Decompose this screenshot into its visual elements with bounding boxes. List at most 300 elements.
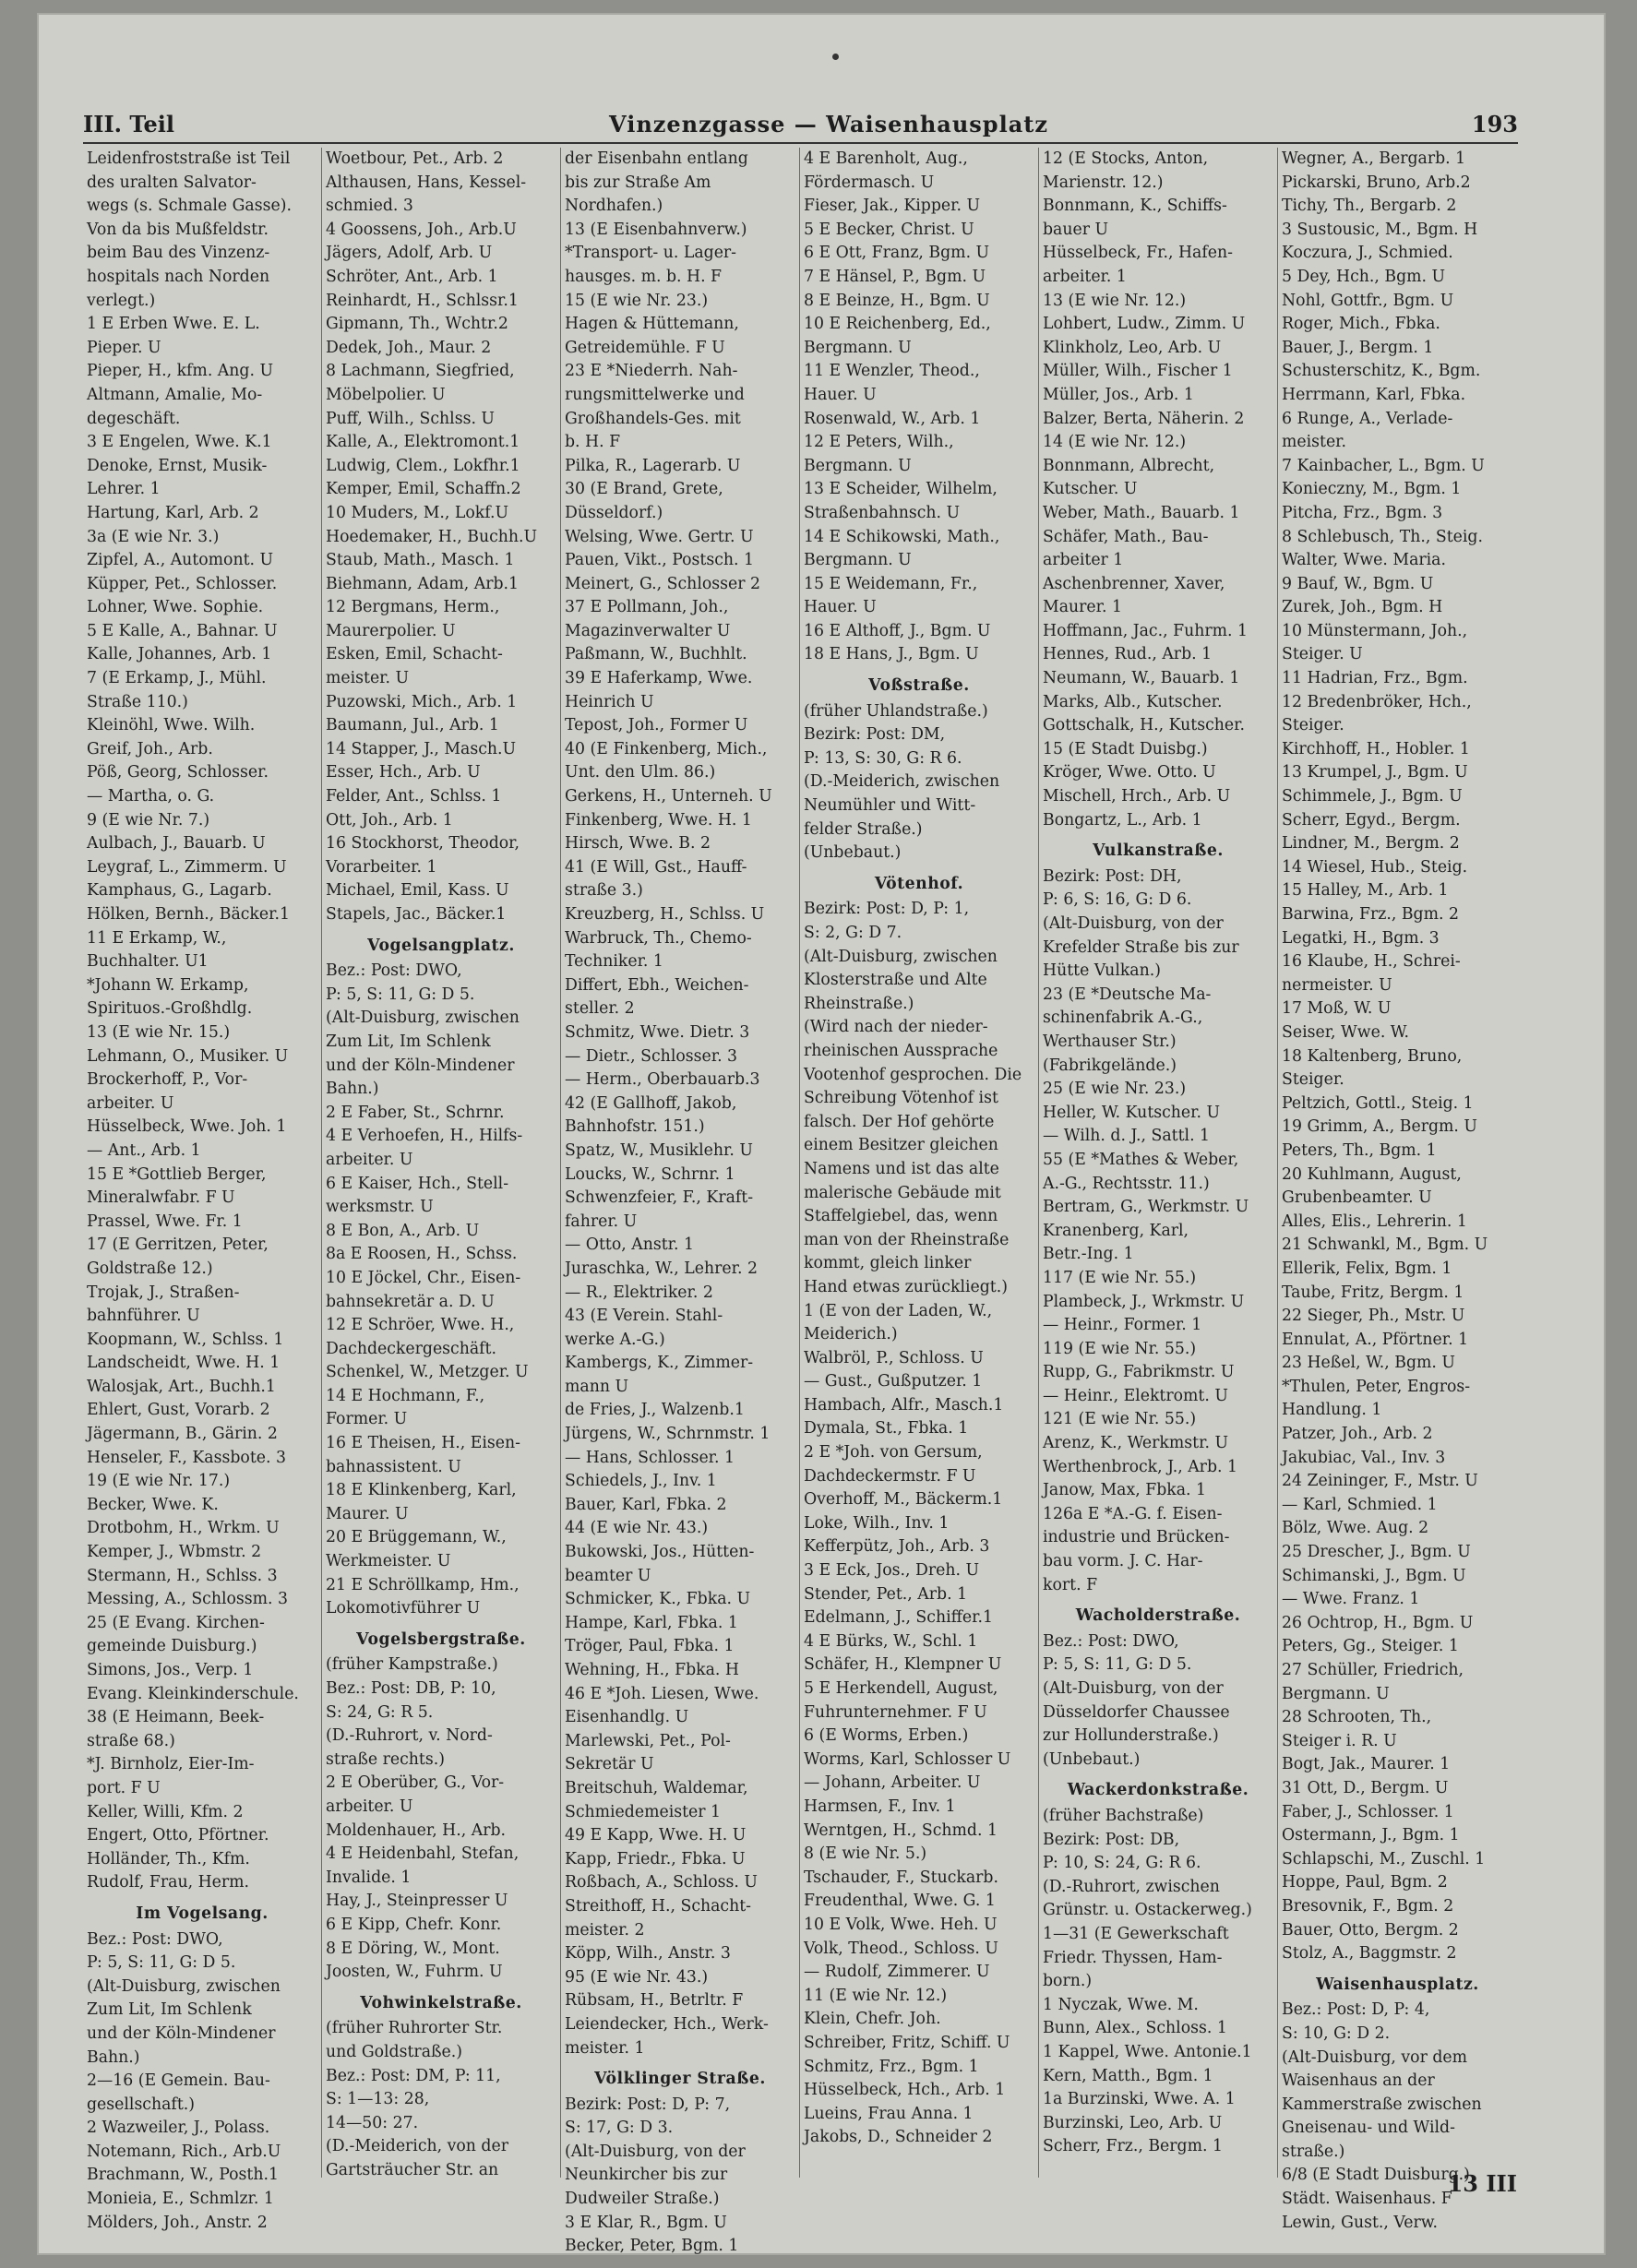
- entry-line: Bertram, G., Werkmstr. U: [1043, 1198, 1249, 1217]
- entry-line: 1a Burzinski, Wwe. A. 1: [1043, 2090, 1236, 2109]
- entry-line: Fieser, Jak., Kipper. U: [804, 197, 981, 216]
- entry-line: Pieper, H., kfm. Ang. U: [87, 362, 274, 381]
- entry-line: arbeiter. U: [326, 1796, 413, 1816]
- entry-line: (früher Bachstraße): [1043, 1806, 1204, 1825]
- entry-line: Legatki, H., Bgm. 3: [1282, 928, 1440, 948]
- entry-line: (Alt-Duisburg, zwischen: [804, 947, 998, 966]
- entry-line: Faber, J., Schlosser. 1: [1282, 1802, 1454, 1821]
- entry-line: (Alt-Duisburg, zwischen: [326, 1009, 520, 1028]
- entry-line: Stermann, H., Schlss. 3: [87, 1566, 278, 1585]
- entry-line: Kalle, Johannes, Arb. 1: [87, 645, 272, 664]
- entry-line: Hoppe, Paul, Bgm. 2: [1282, 1873, 1448, 1892]
- entry-line: Hoedemaker, H., Buchh.U: [326, 527, 538, 546]
- entry-line: Marks, Alb., Kutscher.: [1043, 692, 1223, 711]
- entry-line: straße 68.): [87, 1731, 175, 1750]
- entry-line: Balzer, Berta, Näherin. 2: [1043, 409, 1245, 428]
- entry-line: hospitals nach Norden: [87, 267, 270, 286]
- entry-line: (Fabrikgelände.): [1043, 1056, 1177, 1075]
- entry-line: Friedr. Thyssen, Ham-: [1043, 1948, 1223, 1967]
- entry-line: Schenkel, W., Metzger. U: [326, 1363, 529, 1382]
- signature-mark: 13 III: [1447, 2170, 1517, 2197]
- entry-line: Bölz, Wwe. Aug. 2: [1282, 1519, 1429, 1538]
- entry-line: 23 Heßel, W., Bgm. U: [1282, 1354, 1455, 1373]
- entry-line: Schmicker, K., Fbka. U: [565, 1590, 751, 1609]
- entry-line: Breitschuh, Waldemar,: [565, 1778, 748, 1797]
- entry-line: Schmiedemeister 1: [565, 1802, 722, 1821]
- entry-line: schinenfabrik A.-G.,: [1043, 1009, 1203, 1028]
- street-heading: Vogelsangplatz.: [367, 936, 515, 955]
- entry-line: Rheinstraße.): [804, 994, 914, 1013]
- entry-line: Bergmann. U: [1282, 1684, 1390, 1703]
- entry-line: Koopmann, W., Schlss. 1: [87, 1330, 284, 1349]
- entry-line: Prassel, Wwe. Fr. 1: [87, 1212, 243, 1231]
- entry-line: Werthauser Str.): [1043, 1032, 1177, 1051]
- entry-line: Bez.: Post: D, P: 4,: [1282, 2000, 1430, 2020]
- entry-line: Schwenzfeier, F., Kraft-: [565, 1188, 754, 1208]
- entry-line: 13 Krumpel, J., Bgm. U: [1282, 763, 1468, 782]
- entry-line: Brachmann, W., Posth.1: [87, 2166, 279, 2185]
- entry-line: Arenz, K., Werkmstr. U: [1043, 1434, 1229, 1453]
- entry-line: (Alt-Duisburg, von der: [1043, 1679, 1224, 1698]
- section-label: III. Teil: [83, 111, 174, 137]
- entry-line: Schäfer, H., Klempner U: [804, 1655, 1002, 1675]
- entry-line: Denoke, Ernst, Musik-: [87, 456, 268, 475]
- entry-line: Hoffmann, Jac., Fuhrm. 1: [1043, 621, 1248, 640]
- entry-line: Altmann, Amalie, Mo-: [87, 385, 263, 404]
- entry-line: Invalide. 1: [326, 1868, 412, 1887]
- entry-line: Sekretär U: [565, 1755, 654, 1774]
- entry-line: Bezirk: Post: DM,: [804, 725, 946, 745]
- entry-line: Grünstr. u. Ostackerweg.): [1043, 1901, 1252, 1920]
- entry-line: Juraschka, W., Lehrer. 2: [565, 1259, 758, 1278]
- entry-line: 9 Bauf, W., Bgm. U: [1282, 574, 1434, 593]
- entry-line: 14 Wiesel, Hub., Steig.: [1282, 857, 1468, 877]
- entry-line: und der Köln-Mindener: [87, 2023, 276, 2043]
- entry-line: Baumann, Jul., Arb. 1: [326, 716, 499, 735]
- entry-line: 4 E Heidenbahl, Stefan,: [326, 1844, 520, 1864]
- entry-line: Gartsträucher Str. an: [326, 2160, 499, 2179]
- entry-line: (früher Kampstraße.): [326, 1655, 498, 1675]
- entry-line: 4 E Bürks, W., Schl. 1: [804, 1631, 978, 1651]
- entry-line: Klein, Chefr. Joh.: [804, 2010, 941, 2029]
- entry-line: Landscheidt, Wwe. H. 1: [87, 1354, 281, 1373]
- street-heading: Im Vogelsang.: [136, 1904, 269, 1923]
- entry-line: Monieia, E., Schmlzr. 1: [87, 2190, 274, 2209]
- entry-line: bau vorm. J. C. Har-: [1043, 1552, 1203, 1571]
- directory-column: [322, 148, 561, 2178]
- entry-line: Küpper, Pet., Schlosser.: [87, 574, 278, 593]
- entry-line: Bez.: Post: DWO,: [326, 961, 462, 981]
- entry-line: 24 Zeininger, F., Mstr. U: [1282, 1472, 1478, 1491]
- entry-line: Schiedels, J., Inv. 1: [565, 1472, 717, 1491]
- entry-line: Wegner, A., Bergarb. 1: [1282, 149, 1466, 168]
- entry-line: Loke, Wilh., Inv. 1: [804, 1513, 950, 1533]
- entry-line: Zum Lit, Im Schlenk: [87, 2000, 252, 2020]
- entry-line: Pickarski, Bruno, Arb.2: [1282, 173, 1471, 192]
- entry-line: Rupp, G., Fabrikmstr. U: [1043, 1363, 1235, 1382]
- entry-line: Werthenbrock, J., Arb. 1: [1043, 1457, 1237, 1476]
- entry-line: Mischell, Hrch., Arb. U: [1043, 787, 1231, 806]
- entry-line: 27 Schüller, Friedrich,: [1282, 1661, 1464, 1679]
- entry-line: Simons, Jos., Verp. 1: [87, 1661, 254, 1679]
- entry-line: — Rudolf, Zimmerer. U: [804, 1963, 990, 1982]
- entry-line: 5 E Herkendell, August,: [804, 1679, 998, 1698]
- entry-line: Spatz, W., Musiklehr. U: [565, 1140, 753, 1160]
- entry-line: beim Bau des Vinzenz-: [87, 244, 270, 263]
- entry-line: 18 Kaltenberg, Bruno,: [1282, 1046, 1463, 1066]
- entry-line: gesellschaft.): [87, 2095, 195, 2114]
- entry-line: wegs (s. Schmale Gasse).: [87, 197, 292, 216]
- entry-line: — Heinr., Elektromt. U: [1043, 1386, 1228, 1405]
- entry-line: 14 (E wie Nr. 12.): [1043, 433, 1187, 452]
- entry-line: 42 (E Gallhoff, Jakob,: [565, 1093, 737, 1113]
- entry-line: Bukowski, Jos., Hütten-: [565, 1543, 755, 1562]
- entry-line: port. F U: [87, 1778, 161, 1797]
- entry-line: Engert, Otto, Pförtner.: [87, 1826, 269, 1845]
- entry-line: Bez.: Post: DB, P: 10,: [326, 1679, 496, 1698]
- entry-line: Nohl, Gottfr., Bgm. U: [1282, 291, 1454, 310]
- entry-line: 13 (E wie Nr. 12.): [1043, 291, 1187, 310]
- entry-line: Maurerpolier. U: [326, 621, 456, 640]
- entry-line: Wehning, H., Fbka. H: [565, 1661, 739, 1679]
- entry-line: Steiger i. R. U: [1282, 1731, 1397, 1750]
- entry-line: 37 E Pollmann, Joh.,: [565, 598, 729, 617]
- entry-line: Pauen, Vikt., Postsch. 1: [565, 551, 755, 570]
- entry-line: Kreuzberg, H., Schlss. U: [565, 905, 765, 924]
- entry-line: Städt. Waisenhaus. F: [1282, 2190, 1452, 2209]
- entry-line: Kranenberg, Karl,: [1043, 1221, 1189, 1240]
- entry-line: 15 (E Stadt Duisbg.): [1043, 739, 1208, 758]
- entry-line: malerische Gebäude mit: [804, 1183, 1001, 1202]
- entry-line: falsch. Der Hof gehörte: [804, 1112, 995, 1131]
- entry-line: *Johann W. Erkamp,: [87, 975, 249, 995]
- entry-line: 12 E Peters, Wilh.,: [804, 433, 954, 452]
- entry-line: Koczura, J., Schmied.: [1282, 244, 1453, 263]
- entry-line: Großhandels-Ges. mit: [565, 409, 741, 428]
- entry-line: 7 (E Erkamp, J., Mühl.: [87, 669, 267, 688]
- entry-line: P: 13, S: 30, G: R 6.: [804, 748, 962, 768]
- entry-line: Hüsselbeck, Wwe. Joh. 1: [87, 1117, 287, 1137]
- entry-line: Schröter, Ant., Arb. 1: [326, 267, 498, 286]
- entry-line: 1 (E von der Laden, W.,: [804, 1301, 993, 1320]
- entry-line: 41 (E Will, Gst., Hauff-: [565, 857, 747, 877]
- directory-column: [83, 148, 322, 2232]
- entry-line: 39 E Haferkamp, Wwe.: [565, 669, 753, 688]
- entry-line: Walosjak, Art., Buchh.1: [87, 1377, 276, 1396]
- entry-line: — Otto, Anstr. 1: [565, 1235, 694, 1255]
- entry-line: Roger, Mich., Fbka.: [1282, 315, 1440, 334]
- entry-line: 19 Grimm, A., Bergm. U: [1282, 1117, 1477, 1137]
- entry-line: Werntgen, H., Schmd. 1: [804, 1820, 998, 1840]
- entry-line: (früher Uhlandstraße.): [804, 701, 988, 721]
- entry-line: 11 Hadrian, Frz., Bgm.: [1282, 669, 1468, 688]
- entry-line: Paßmann, W., Buchhlt.: [565, 645, 747, 664]
- entry-line: 1 Nyczak, Wwe. M.: [1043, 1995, 1199, 2014]
- entry-line: Stapels, Jac., Bäcker.1: [326, 905, 507, 924]
- entry-line: Müller, Wilh., Fischer 1: [1043, 362, 1233, 381]
- entry-line: (Alt-Duisburg, von der: [565, 2142, 746, 2161]
- entry-line: Reinhardt, H., Schlssr.1: [326, 291, 519, 310]
- entry-line: 46 E *Joh. Liesen, Wwe.: [565, 1684, 759, 1703]
- entry-line: der Eisenbahn entlang: [565, 149, 748, 168]
- entry-line: — Johann, Arbeiter. U: [804, 1773, 981, 1793]
- entry-line: Esken, Emil, Schacht-: [326, 645, 503, 664]
- entry-line: Klinkholz, Leo, Arb. U: [1043, 338, 1222, 357]
- entry-line: 14—50: 27.: [326, 2113, 419, 2132]
- entry-line: Tepost, Joh., Former U: [565, 716, 748, 735]
- entry-line: — Hans, Schlosser. 1: [565, 1448, 735, 1467]
- entry-line: 25 Drescher, J., Bgm. U: [1282, 1543, 1471, 1562]
- entry-line: Kemper, Emil, Schaffn.2: [326, 480, 521, 499]
- entry-line: des uralten Salvator-: [87, 173, 257, 192]
- entry-line: 12 Bredenbröker, Hch.,: [1282, 692, 1472, 711]
- entry-line: bis zur Straße Am: [565, 173, 711, 192]
- entry-line: 14 Stapper, J., Masch.U: [326, 739, 517, 758]
- entry-line: Zum Lit, Im Schlenk: [326, 1032, 491, 1051]
- entry-line: 49 E Kapp, Wwe. H. U: [565, 1826, 747, 1845]
- entry-line: Peters, Gg., Steiger. 1: [1282, 1637, 1459, 1656]
- entry-line: 55 (E *Mathes & Weber,: [1043, 1150, 1239, 1169]
- entry-line: 21 E Schröllkamp, Hm.,: [326, 1575, 520, 1594]
- entry-line: Straßenbahnsch. U: [804, 503, 961, 522]
- entry-line: Neumühler und Witt-: [804, 796, 976, 816]
- entry-line: 31 Ott, D., Bergm. U: [1282, 1778, 1449, 1797]
- street-heading: Völklinger Straße.: [594, 2070, 766, 2089]
- entry-line: 3 E Engelen, Wwe. K.1: [87, 433, 272, 452]
- entry-line: Michael, Emil, Kass. U: [326, 881, 509, 901]
- entry-line: Staffelgiebel, das, wenn: [804, 1207, 998, 1226]
- entry-line: Bezirk: Post: DH,: [1043, 866, 1182, 886]
- entry-line: 10 E Jöckel, Chr., Eisen-: [326, 1268, 521, 1287]
- entry-line: industrie und Brücken-: [1043, 1528, 1230, 1547]
- entry-line: Ott, Joh., Arb. 1: [326, 810, 453, 830]
- entry-line: 30 (E Brand, Grete,: [565, 480, 723, 499]
- entry-line: straße rechts.): [326, 1749, 445, 1769]
- directory-column: [561, 148, 800, 2256]
- entry-line: Bez.: Post: DM, P: 11,: [326, 2066, 501, 2085]
- entry-line: Leiendecker, Hch., Werk-: [565, 2014, 769, 2034]
- entry-line: Kern, Matth., Bgm. 1: [1043, 2066, 1213, 2085]
- entry-line: Hauer. U: [804, 385, 877, 404]
- entry-line: (D.-Ruhrort, v. Nord-: [326, 1726, 493, 1746]
- entry-line: bahnsekretär a. D. U: [326, 1292, 495, 1311]
- entry-line: 18 E Klinkenberg, Karl,: [326, 1481, 517, 1500]
- entry-line: A.-G., Rechtsstr. 11.): [1043, 1174, 1210, 1193]
- entry-line: Bahn.): [87, 2047, 140, 2067]
- entry-line: Kirchhoff, H., Hobler. 1: [1282, 739, 1470, 758]
- entry-line: — Wwe. Franz. 1: [1282, 1590, 1420, 1609]
- entry-line: Scherr, Egyd., Bergm.: [1282, 810, 1461, 830]
- entry-line: bauer U: [1043, 220, 1109, 239]
- entry-line: Pöß, Georg, Schlosser.: [87, 763, 269, 782]
- entry-line: Schimmele, J., Bgm. U: [1282, 787, 1463, 806]
- entry-line: 28 Schrooten, Th.,: [1282, 1708, 1432, 1727]
- entry-line: Bahn.): [326, 1080, 379, 1099]
- entry-line: 8 E Beinze, H., Bgm. U: [804, 291, 990, 310]
- entry-line: 12 E Schröer, Wwe. H.,: [326, 1316, 515, 1335]
- entry-line: Düsseldorf.): [565, 503, 663, 522]
- entry-line: 5 Dey, Hch., Bgm. U: [1282, 267, 1446, 286]
- page-header: [83, 111, 1518, 144]
- entry-line: 4 E Barenholt, Aug.,: [804, 149, 968, 168]
- entry-line: Dedek, Joh., Maur. 2: [326, 338, 492, 357]
- entry-line: Woetbour, Pet., Arb. 2: [326, 149, 504, 168]
- entry-line: Tschauder, F., Stuckarb.: [804, 1868, 998, 1887]
- entry-line: Aschenbrenner, Xaver,: [1043, 574, 1225, 593]
- entry-line: Kröger, Wwe. Otto. U: [1043, 763, 1216, 782]
- entry-line: Streithoff, H., Schacht-: [565, 1896, 752, 1916]
- entry-line: kommt, gleich linker: [804, 1254, 972, 1273]
- entry-line: Werkmeister. U: [326, 1552, 451, 1571]
- entry-line: Heller, W. Kutscher. U: [1043, 1103, 1221, 1122]
- entry-line: 117 (E wie Nr. 55.): [1043, 1268, 1197, 1287]
- entry-line: Hölken, Bernh., Bäcker.1: [87, 905, 290, 924]
- entry-line: Tröger, Paul, Fbka. 1: [565, 1637, 735, 1656]
- entry-line: Hartung, Karl, Arb. 2: [87, 503, 259, 522]
- entry-line: 1 E Erben Wwe. E. L.: [87, 315, 260, 334]
- entry-line: Bogt, Jak., Maurer. 1: [1282, 1755, 1451, 1774]
- entry-line: 21 Schwankl, M., Bgm. U: [1282, 1235, 1488, 1255]
- entry-line: 126a E *A.-G. f. Eisen-: [1043, 1504, 1223, 1523]
- entry-line: Steiger.: [1282, 716, 1344, 735]
- entry-line: 4 E Verhoefen, H., Hilfs-: [326, 1127, 523, 1146]
- entry-line: 16 E Theisen, H., Eisen-: [326, 1434, 520, 1453]
- entry-line: Jürgens, W., Schrnmstr. 1: [565, 1425, 771, 1444]
- entry-line: Tichy, Th., Bergarb. 2: [1282, 197, 1457, 216]
- entry-line: schmied. 3: [326, 197, 413, 216]
- entry-line: beamter U: [565, 1566, 651, 1585]
- entry-line: 23 E *Niederrh. Nah-: [565, 362, 738, 381]
- entry-line: Maurer. U: [326, 1504, 409, 1523]
- entry-line: — Herm., Oberbauarb.3: [565, 1070, 760, 1090]
- entry-line: Fuhrunternehmer. F U: [804, 1702, 987, 1722]
- entry-line: Bergmann. U: [804, 551, 912, 570]
- entry-line: 5 E Kalle, A., Bahnar. U: [87, 621, 278, 640]
- entry-line: Hambach, Alfr., Masch.1: [804, 1395, 1004, 1415]
- entry-line: 7 E Hänsel, P., Bgm. U: [804, 267, 986, 286]
- entry-line: Namens und ist das alte: [804, 1159, 999, 1178]
- entry-line: Kefferpütz, Joh., Arb. 3: [804, 1537, 990, 1557]
- entry-line: 25 (E wie Nr. 23.): [1043, 1080, 1187, 1099]
- entry-line: 6/8 (E Stadt Duisburg.): [1282, 2166, 1470, 2185]
- entry-line: Former. U: [326, 1410, 408, 1429]
- entry-line: arbeiter. U: [326, 1150, 413, 1169]
- entry-line: Schäfer, Math., Bau-: [1043, 527, 1209, 546]
- entry-line: P: 5, S: 11, G: D 5.: [326, 985, 475, 1004]
- entry-line: 12 (E Stocks, Anton,: [1043, 149, 1209, 168]
- entry-line: verlegt.): [87, 291, 156, 310]
- entry-line: Hennes, Rud., Arb. 1: [1043, 645, 1213, 664]
- entry-line: *Transport- u. Lager-: [565, 244, 737, 263]
- entry-line: Bongartz, L., Arb. 1: [1043, 810, 1202, 830]
- entry-line: arbeiter. U: [87, 1093, 174, 1113]
- entry-line: Janow, Max, Fbka. 1: [1043, 1481, 1207, 1500]
- entry-line: S: 1—13: 28,: [326, 2090, 430, 2109]
- entry-line: Ennulat, A., Pförtner. 1: [1282, 1330, 1469, 1349]
- entry-line: 8 (E wie Nr. 5.): [804, 1844, 927, 1864]
- entry-line: Gottschalk, H., Kutscher.: [1043, 716, 1245, 735]
- page-number: 193: [1471, 111, 1518, 137]
- entry-line: Aulbach, J., Bauarb. U: [87, 834, 266, 853]
- entry-line: Pieper. U: [87, 338, 161, 357]
- entry-line: (Unbebaut.): [1043, 1749, 1141, 1769]
- entry-line: 6 E Kaiser, Hch., Stell-: [326, 1174, 509, 1193]
- entry-line: Warbruck, Th., Chemo-: [565, 928, 752, 948]
- entry-line: Taube, Fritz, Bergm. 1: [1282, 1283, 1464, 1302]
- entry-line: meister. 2: [565, 1920, 645, 1940]
- entry-line: *Thulen, Peter, Engros-: [1282, 1377, 1471, 1396]
- entry-line: rheinischen Aussprache: [804, 1041, 998, 1060]
- entry-line: (Alt-Duisburg, zwischen: [87, 1976, 281, 1996]
- running-title: Vinzenzgasse — Waisenhausplatz: [609, 111, 1048, 137]
- entry-line: — Ant., Arb. 1: [87, 1140, 201, 1160]
- entry-line: Jägers, Adolf, Arb. U: [326, 244, 493, 263]
- entry-line: Vorarbeiter. 1: [326, 857, 437, 877]
- entry-line: 20 E Brüggemann, W.,: [326, 1528, 507, 1547]
- entry-line: P: 5, S: 11, G: D 5.: [87, 1953, 236, 1973]
- entry-line: 10 E Reichenberg, Ed.,: [804, 315, 991, 334]
- entry-line: 17 Moß, W. U: [1282, 999, 1392, 1019]
- entry-line: nermeister. U: [1282, 975, 1392, 995]
- entry-line: Lohbert, Ludw., Zimm. U: [1043, 315, 1246, 334]
- street-heading: Vötenhof.: [874, 874, 964, 893]
- entry-line: 19 (E wie Nr. 17.): [87, 1472, 231, 1491]
- entry-line: 6 Runge, A., Verlade-: [1282, 409, 1453, 428]
- entry-line: Schreibung Vötenhof ist: [804, 1089, 998, 1108]
- entry-line: bahnassistent. U: [326, 1457, 461, 1476]
- entry-line: Worms, Karl, Schlosser U: [804, 1749, 1011, 1769]
- entry-line: Bauer, Karl, Fbka. 2: [565, 1495, 727, 1514]
- entry-line: (Wird nach der nieder-: [804, 1018, 988, 1037]
- entry-line: 44 (E wie Nr. 43.): [565, 1519, 709, 1538]
- entry-line: einem Besitzer gleichen: [804, 1136, 998, 1155]
- entry-line: P: 5, S: 11, G: D 5.: [1043, 1655, 1192, 1675]
- entry-line: 3 E Eck, Jos., Dreh. U: [804, 1561, 980, 1581]
- entry-line: Dymala, St., Fbka. 1: [804, 1419, 969, 1438]
- entry-line: b. H. F: [565, 433, 621, 452]
- entry-line: 2—16 (E Gemein. Bau-: [87, 2071, 270, 2091]
- entry-line: Walbröl, P., Schloss. U: [804, 1348, 984, 1367]
- entry-line: Keller, Willi, Kfm. 2: [87, 1802, 244, 1821]
- entry-line: Schusterschitz, K., Bgm.: [1282, 362, 1481, 381]
- entry-line: Meiderich.): [804, 1325, 898, 1344]
- entry-line: Maurer. 1: [1043, 598, 1122, 617]
- entry-line: 16 Klaube, H., Schrei-: [1282, 952, 1461, 972]
- entry-line: Brockerhoff, P., Vor-: [87, 1070, 248, 1090]
- entry-line: Zipfel, A., Automont. U: [87, 551, 274, 570]
- entry-line: Bauer, J., Bergm. 1: [1282, 338, 1434, 357]
- entry-line: 5 E Becker, Christ. U: [804, 220, 974, 239]
- entry-line: — Gust., Gußputzer. 1: [804, 1372, 983, 1391]
- entry-line: 25 (E Evang. Kirchen-: [87, 1613, 265, 1632]
- entry-line: kort. F: [1043, 1575, 1098, 1594]
- entry-line: Neunkircher bis zur: [565, 2166, 728, 2185]
- entry-line: Pitcha, Frz., Bgm. 3: [1282, 503, 1443, 522]
- entry-line: 1—31 (E Gewerkschaft: [1043, 1924, 1229, 1943]
- entry-line: Felder, Ant., Schlss. 1: [326, 787, 502, 806]
- entry-line: 17 (E Gerritzen, Peter,: [87, 1235, 269, 1255]
- entry-line: Messing, A., Schlossm. 3: [87, 1590, 289, 1609]
- entry-line: arbeiter 1: [1043, 551, 1124, 570]
- entry-line: werksmstr. U: [326, 1198, 434, 1217]
- entry-line: Betr.-Ing. 1: [1043, 1245, 1134, 1264]
- entry-line: Schreiber, Fritz, Schiff. U: [804, 2033, 1010, 2052]
- entry-line: Steiger. U: [1282, 645, 1363, 664]
- entry-line: 38 (E Heimann, Beek-: [87, 1708, 265, 1727]
- entry-line: Kapp, Friedr., Fbka. U: [565, 1849, 746, 1868]
- entry-line: Dachdeckergeschäft.: [326, 1339, 496, 1358]
- entry-line: Seiser, Wwe. W.: [1282, 1022, 1410, 1042]
